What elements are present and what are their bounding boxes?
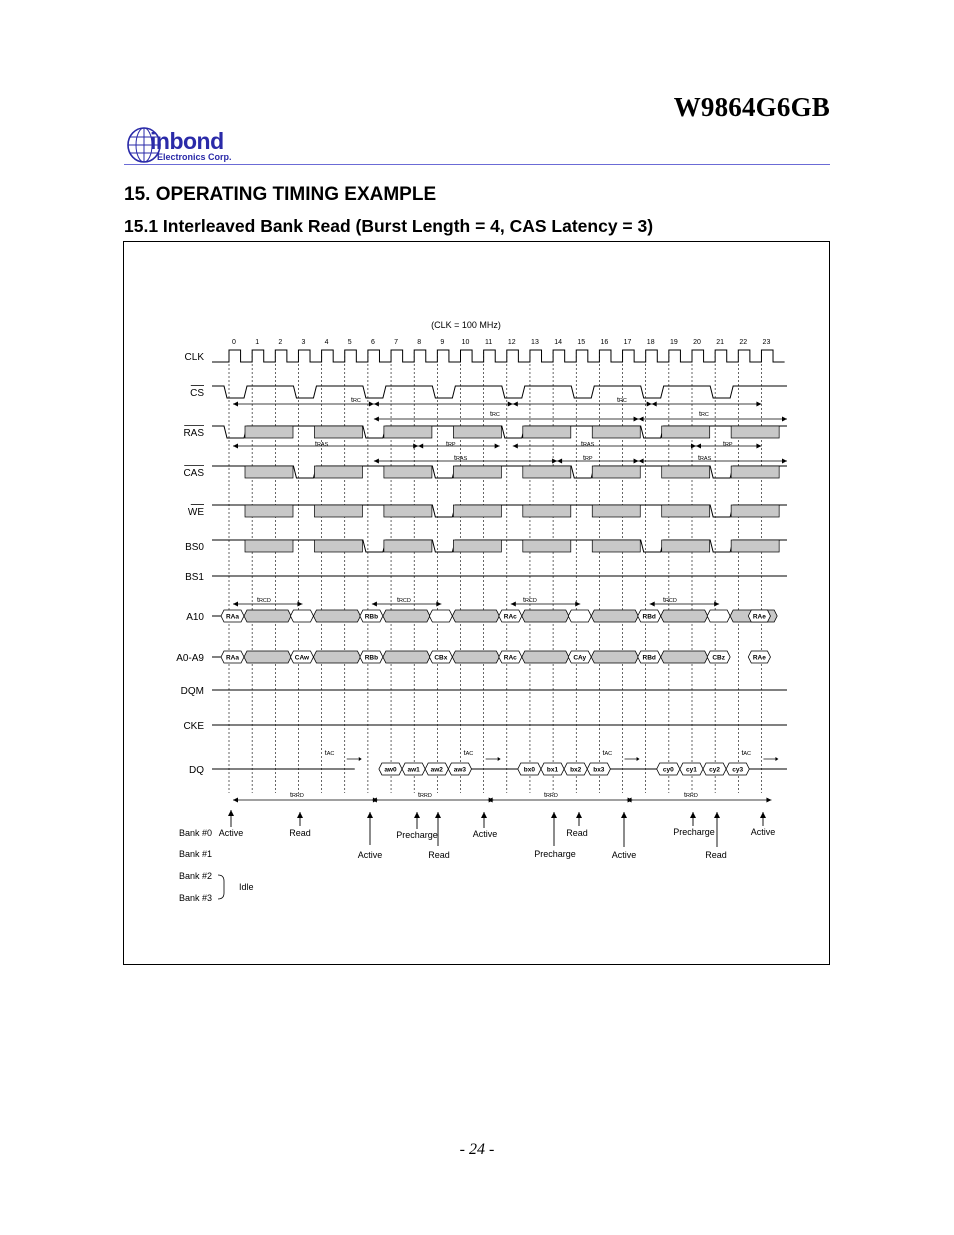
trcd-label-t: t (523, 597, 525, 604)
tras-arrow-head-right (413, 444, 418, 449)
command-arrow-head (621, 812, 627, 818)
bs0-dont-care-region (314, 540, 362, 552)
trrd-label (684, 792, 698, 799)
a0a9-value: CBz (712, 654, 725, 662)
tac-label-t: t (324, 750, 327, 757)
trcd-label (397, 597, 411, 604)
clock-cycle-number: 23 (762, 339, 771, 346)
trc-arrow-head-left (639, 417, 644, 422)
page-number: - 24 - (459, 1141, 495, 1158)
clock-cycle-number: 5 (347, 339, 352, 346)
trc-arrow-head-left (374, 402, 379, 407)
clock-cycle-number: 12 (507, 339, 516, 346)
trp-arrow-head-right (756, 444, 761, 449)
logo-subtitle: Electronics Corp. (157, 152, 232, 162)
trc-label-t: t (699, 411, 701, 418)
signal-label-bs1: BS1 (185, 572, 204, 583)
clock-cycle-number: 17 (623, 339, 632, 346)
clock-cycle-number: 3 (301, 339, 306, 346)
bank1-event: Read (428, 850, 450, 860)
command-arrow-head (414, 812, 420, 818)
clock-cycle-number: 8 (417, 339, 422, 346)
tac-label-sub: AC (604, 751, 613, 757)
bank0-event: Read (289, 828, 311, 838)
bs0-dont-care-region (592, 540, 640, 552)
tras-label-sub: RAS (455, 456, 468, 462)
tras-label (581, 441, 595, 448)
we-dont-care-region (662, 505, 710, 517)
trc-arrow-head-right (634, 417, 639, 422)
tac-label (464, 750, 474, 757)
a10-value: RAe (752, 613, 766, 621)
tras-label (454, 455, 468, 462)
tras-label (315, 441, 329, 448)
trc-arrow-head-right (782, 417, 787, 422)
command-arrow-head (714, 812, 720, 818)
we-dont-care-region (523, 505, 571, 517)
trcd-label-sub: RCD (398, 598, 411, 604)
tras-arrow-head-left (513, 444, 518, 449)
tras-label-t: t (454, 455, 456, 462)
a0a9-dont-care-region (661, 651, 708, 663)
dq-data-value: bx2 (570, 766, 582, 774)
cas-dont-care-region (731, 466, 779, 478)
trcd-label-sub: RCD (664, 598, 677, 604)
a0a9-value: RAc (503, 654, 517, 662)
command-arrow-head (690, 812, 696, 818)
dq-data-value: bx1 (546, 766, 559, 774)
a10-dont-care-region (522, 610, 569, 622)
command-arrow-head (435, 812, 441, 818)
a0a9-value: CAy (573, 654, 587, 662)
command-arrow-head (367, 812, 373, 818)
we-dont-care-region (731, 505, 779, 517)
trp-label (446, 441, 456, 448)
a10-dont-care-region (383, 610, 430, 622)
trc-label-t: t (490, 411, 492, 418)
ras-dont-care-region (523, 426, 571, 438)
trcd-label-t: t (663, 597, 665, 604)
signal-label-dq: DQ (189, 765, 204, 776)
dq-data-value: aw3 (453, 766, 467, 774)
tac-label (741, 750, 751, 757)
tac-label-sub: AC (326, 751, 335, 757)
trcd-arrow-head-left (650, 602, 655, 607)
we-dont-care-region (314, 505, 362, 517)
trp-label-sub: RP (447, 442, 456, 448)
a0a9-dont-care-region (244, 651, 291, 663)
clock-frequency-note: (CLK = 100 MHz) (431, 320, 501, 330)
subsection-heading: 15.1 Interleaved Bank Read (Burst Length = 4, CAS Latency = 3) (124, 216, 654, 236)
trcd-arrow-head-right (297, 602, 302, 607)
bs0-dont-care-region (731, 540, 779, 552)
bank0-event: Precharge (396, 830, 438, 840)
tras-label-sub: RAS (582, 442, 595, 448)
cas-dont-care-region (592, 466, 640, 478)
dq-data-value: cy1 (685, 766, 697, 774)
a10-dont-care-region (452, 610, 499, 622)
bank1-event: Active (611, 850, 637, 860)
trcd-label-sub: RCD (524, 598, 537, 604)
dq-data-value: cy3 (732, 766, 744, 774)
trrd-label-t: t (290, 792, 292, 799)
signal-label-a10: A10 (186, 612, 204, 623)
trp-label-sub: RP (584, 456, 593, 462)
trp-label-sub: RP (724, 442, 733, 448)
a10-value-slot (290, 610, 313, 622)
a0a9-value: RAe (752, 654, 766, 662)
tras-label-sub: RAS (699, 456, 712, 462)
trc-arrow-head-left (233, 402, 238, 407)
trrd-label-sub: RRD (685, 793, 698, 799)
trcd-label-t: t (397, 597, 399, 604)
clock-cycle-number: 0 (232, 339, 236, 346)
bs0-dont-care-region (245, 540, 293, 552)
trcd-label-t: t (257, 597, 259, 604)
cas-dont-care-region (245, 466, 293, 478)
a0a9-value: CBx (434, 654, 448, 662)
clock-cycle-number: 10 (461, 339, 470, 346)
signal-label-ras: RAS (183, 428, 204, 439)
trcd-arrow-head-left (372, 602, 377, 607)
trc-label (351, 397, 361, 404)
bank1-event: Precharge (534, 849, 576, 859)
tras-arrow-head-right (552, 459, 557, 464)
ras-dont-care-region (384, 426, 432, 438)
a10-value-slot (568, 610, 591, 622)
trc-arrow-head-left (374, 417, 379, 422)
dq-data-value: aw1 (407, 766, 420, 774)
tras-label-t: t (581, 441, 583, 448)
bank-label-2: Bank #2 (179, 871, 213, 881)
ras-dont-care-region (314, 426, 362, 438)
trrd-label-t: t (544, 792, 546, 799)
trc-arrow-head-right (508, 402, 513, 407)
bank-label-0: Bank #0 (179, 828, 213, 838)
dq-data-value: aw2 (430, 766, 443, 774)
bank1-event: Read (705, 850, 727, 860)
clock-cycle-number: 13 (531, 339, 539, 346)
a0a9-dont-care-region (383, 651, 430, 663)
bank0-event: Active (472, 829, 498, 839)
bs0-dont-care-region (523, 540, 571, 552)
a10-value-slot (707, 610, 730, 622)
signal-label-clk: CLK (184, 352, 204, 363)
we-dont-care-region (384, 505, 432, 517)
trp-arrow-head-right (495, 444, 500, 449)
trrd-label-sub: RRD (545, 793, 558, 799)
bs0-dont-care-region (453, 540, 501, 552)
a10-dont-care-region (313, 610, 360, 622)
trc-label-t: t (351, 397, 353, 404)
tac-label-t: t (602, 750, 605, 757)
a10-dont-care-region (244, 610, 291, 622)
tras-arrow-head-left (374, 459, 379, 464)
trc-arrow-head-right (756, 402, 761, 407)
tac-label-sub: AC (743, 751, 752, 757)
clock-cycle-number: 1 (255, 339, 260, 346)
a0a9-dont-care-region (522, 651, 569, 663)
tac-arrow-head (637, 757, 640, 761)
tac-label (325, 750, 335, 757)
bs0-dont-care-region (662, 540, 710, 552)
clock-cycle-number: 14 (554, 339, 562, 346)
bank0-event: Read (566, 828, 588, 838)
bank-label-3: Bank #3 (179, 893, 213, 903)
cas-dont-care-region (453, 466, 501, 478)
trcd-arrow-head-right (714, 602, 719, 607)
trc-label (617, 397, 627, 404)
ras-dont-care-region (731, 426, 779, 438)
a0a9-value: RBb (364, 654, 379, 662)
clock-cycle-number: 20 (693, 339, 701, 346)
trc-arrow-head-right (369, 402, 374, 407)
command-arrow-head (551, 812, 557, 818)
signal-label-bs0: BS0 (185, 542, 204, 553)
command-arrow-head (481, 812, 487, 818)
trcd-label (257, 597, 271, 604)
trp-arrow-head-left (696, 444, 701, 449)
trc-label-sub: RC (352, 398, 361, 404)
clock-cycle-number: 11 (485, 339, 493, 346)
idle-label: Idle (239, 882, 254, 892)
a0a9-value: CAw (294, 654, 310, 662)
a10-value-slot (429, 610, 452, 622)
trp-arrow-head-left (418, 444, 423, 449)
a10-value: RBb (364, 613, 379, 621)
trc-arrow-head-left (652, 402, 657, 407)
signal-label-dqm: DQM (180, 686, 204, 697)
ras-dont-care-region (453, 426, 501, 438)
clock-cycle-number: 4 (324, 339, 329, 346)
trc-label-sub: RC (491, 412, 500, 418)
command-arrow-head (760, 812, 766, 818)
tac-label-t: t (741, 750, 744, 757)
cas-dont-care-region (523, 466, 571, 478)
we-dont-care-region (453, 505, 501, 517)
clock-cycle-number: 18 (646, 339, 655, 346)
idle-brace (218, 875, 224, 899)
tac-label-t: t (463, 750, 466, 757)
signal-label-we: WE (187, 507, 204, 518)
bank1-event: Active (357, 850, 383, 860)
trrd-label (290, 792, 304, 799)
signal-label-cs: CS (190, 388, 204, 399)
dq-data-value: bx3 (593, 766, 605, 774)
a0a9-dont-care-region (591, 651, 638, 663)
trc-label (490, 411, 500, 418)
trcd-arrow-head-left (511, 602, 516, 607)
ras-dont-care-region (245, 426, 293, 438)
cas-dont-care-region (314, 466, 362, 478)
tac-arrow-head (775, 757, 778, 761)
trc-arrow-head-right (647, 402, 652, 407)
cas-dont-care-region (384, 466, 432, 478)
trc-arrow-head-left (513, 402, 518, 407)
tras-arrow-head-left (233, 444, 238, 449)
a10-value: RAc (503, 613, 517, 621)
ras-dont-care-region (592, 426, 640, 438)
clk-waveform (212, 350, 785, 362)
tras-arrow-head-left (639, 459, 644, 464)
we-dont-care-region (592, 505, 640, 517)
dq-data-value: bx0 (523, 766, 535, 774)
trp-label-t: t (723, 441, 725, 448)
trc-label (699, 411, 709, 418)
command-arrow-head (576, 812, 582, 818)
trcd-label-sub: RCD (258, 598, 271, 604)
a0a9-dont-care-region (313, 651, 360, 663)
trcd-arrow-head-right (575, 602, 580, 607)
clock-cycle-number: 15 (577, 339, 586, 346)
a10-dont-care-region (591, 610, 638, 622)
a0a9-dont-care-region (452, 651, 499, 663)
signal-label-cke: CKE (183, 721, 204, 732)
clock-cycle-number: 6 (370, 339, 375, 346)
tac-arrow-head (359, 757, 362, 761)
trp-arrow-head-left (557, 459, 562, 464)
trrd-label-t: t (684, 792, 686, 799)
clock-cycle-number: 21 (716, 339, 725, 346)
clock-cycle-number: 22 (739, 339, 748, 346)
a10-value: RAa (225, 613, 240, 621)
clock-cycle-number: 16 (600, 339, 609, 346)
clock-cycle-number: 2 (278, 339, 283, 346)
clock-cycle-number: 19 (669, 339, 678, 346)
trrd-label (544, 792, 558, 799)
trrd-label-sub: RRD (419, 793, 432, 799)
trp-arrow-head-right (634, 459, 639, 464)
cas-dont-care-region (662, 466, 710, 478)
tras-label-t: t (698, 455, 700, 462)
dq-data-value: cy0 (662, 766, 674, 774)
a10-value: RBd (642, 613, 656, 621)
a0a9-value: RBd (642, 654, 656, 662)
tras-label-sub: RAS (316, 442, 329, 448)
part-number-title: W9864G6GB (673, 92, 830, 122)
bs0-dont-care-region (384, 540, 432, 552)
command-arrow-head (228, 810, 234, 816)
tac-label (603, 750, 613, 757)
tac-label-sub: AC (465, 751, 474, 757)
trrd-label (418, 792, 432, 799)
clock-cycle-number: 7 (394, 339, 399, 346)
bank0-event: Precharge (673, 827, 715, 837)
trcd-arrow-head-right (436, 602, 441, 607)
trrd-arrow-head-right (766, 798, 771, 803)
we-dont-care-region (245, 505, 293, 517)
trcd-arrow-head-left (233, 602, 238, 607)
dq-data-value: cy2 (709, 766, 721, 774)
trp-label (583, 455, 593, 462)
tras-arrow-head-right (691, 444, 696, 449)
trc-label-t: t (617, 397, 619, 404)
ras-dont-care-region (662, 426, 710, 438)
signal-label-cas: CAS (183, 468, 204, 479)
tras-label (698, 455, 712, 462)
tras-label-t: t (315, 441, 317, 448)
trrd-label-sub: RRD (291, 793, 304, 799)
a10-dont-care-region (661, 610, 708, 622)
trrd-arrow-head-left (233, 798, 238, 803)
tras-arrow-head-right (782, 459, 787, 464)
trcd-label (663, 597, 677, 604)
trc-label-sub: RC (700, 412, 709, 418)
a0a9-value: RAa (225, 654, 240, 662)
dq-data-value: aw0 (384, 766, 397, 774)
trp-label-t: t (583, 455, 585, 462)
bank-label-1: Bank #1 (179, 849, 213, 859)
command-arrow-head (297, 812, 303, 818)
clock-cycle-number: 9 (440, 339, 445, 346)
trrd-label-t: t (418, 792, 420, 799)
logo-wordmark: inbond (150, 128, 224, 154)
section-heading: 15. OPERATING TIMING EXAMPLE (124, 184, 437, 205)
trcd-label (523, 597, 537, 604)
trp-label (723, 441, 733, 448)
tac-arrow-head (498, 757, 501, 761)
signal-label-a0a9: A0-A9 (176, 653, 204, 664)
bank0-event: Active (218, 828, 244, 838)
bank0-event: Active (750, 827, 776, 837)
trp-label-t: t (446, 441, 448, 448)
trc-label-sub: RC (618, 398, 627, 404)
